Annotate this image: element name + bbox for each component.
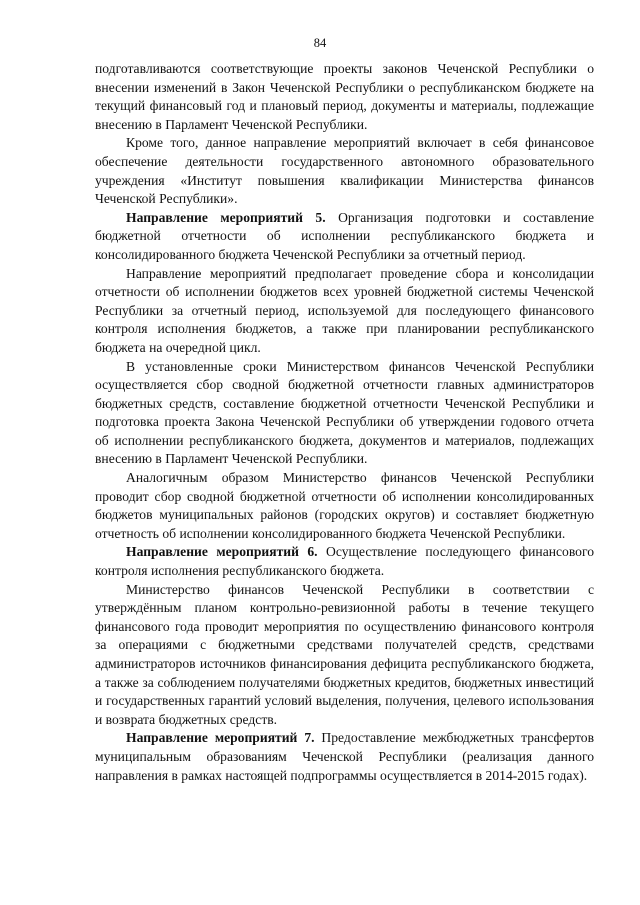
section-heading-5	[95, 209, 594, 265]
paragraph-2	[95, 134, 594, 208]
paragraph-text: подготавливаются соответствующие проекты законов Чеченской Республики о внесении изменений в Закон Чеченской Республики о республиканском бюджете на текущий финансовый год и плановый период, документы и материалы, подлежащие внесению в Парламент Чеченской Республики.	[95, 61, 594, 132]
section-lead-6: Направление мероприятий 6.	[126, 544, 318, 560]
page-number: 84	[313, 36, 327, 50]
paragraph-text: Направление мероприятий предполагает проведение сбора и консолидации отчетности об исполнении бюджетов всех уровней бюджетной системы Чеченской Республики за отчетный период, используемой для последующего финансового контроля исполнения бюджетов, а также при планировании республиканского бюджета на очередной цикл.	[95, 265, 594, 355]
paragraph-text: Кроме того, данное направление мероприятий включает в себя финансовое обеспечение деятельности государственного автономного образовательного учреждения «Институт повышения квалификации Министерства финансов Чеченской Республики».	[95, 135, 594, 207]
paragraph-1	[95, 60, 594, 134]
paragraph-5	[95, 358, 594, 470]
paragraph-6	[95, 469, 594, 543]
section-lead-5: Направление мероприятий 5.	[126, 209, 326, 225]
section-lead-7: Направление мероприятий 7.	[126, 730, 315, 746]
section-text-7: Предоставление межбюджетных трансфертов муниципальным образованиям Чеченской Республики (реализация данного направления в рамках настоящей подпрограммы осуществляется в 2014-2015 годах).	[95, 730, 594, 783]
paragraph-8	[95, 581, 594, 730]
section-text-6: Осуществление последующего финансового контроля исполнения республиканского бюджета.	[95, 544, 594, 579]
document-body	[95, 60, 594, 785]
section-text-5: Организация подготовки и составление бюджетной отчетности об исполнении республиканского бюджета и консолидированного бюджета Чеченской Республики за отчетный период.	[95, 209, 595, 262]
paragraph-text: Аналогичным образом Министерство финансов Чеченской Республики проводит сбор сводной бюджетной отчетности об исполнении консолидированных бюджетов муниципальных районов (городских округов) и составляет бюджетную отчетность об исполнении консолидированного бюджета Чеченской Республики.	[95, 470, 594, 541]
section-heading-7	[95, 729, 594, 785]
section-heading-6	[95, 543, 594, 580]
paragraph-4	[95, 265, 594, 358]
paragraph-text: В установленные сроки Министерством финансов Чеченской Республики осуществляется сбор сводной бюджетной отчетности главных администраторов бюджетных средств, составление бюджетной отчетности Чеченской Республики и подготовка проекта Закона Чеченской Республики об утверждении годового отчета об исполнении республиканского бюджета, документов и материалов, подлежащих внесению в Парламент Чеченской Республики.	[95, 358, 594, 467]
paragraph-text: Министерство финансов Чеченской Республики в соответствии с утверждённым планом контрольно-ревизионной работы в течение текущего финансового года проводит мероприятия по осуществлению финансового контроля за операциями с бюджетными средствами получателей средств, средствами администраторов источников финансирования дефицита республиканского бюджета, а также за соблюдением получателями бюджетных кредитов, бюджетных инвестиций и государственных гарантий условий выделения, получения, целевого использования и возврата бюджетных средств.	[95, 581, 594, 727]
